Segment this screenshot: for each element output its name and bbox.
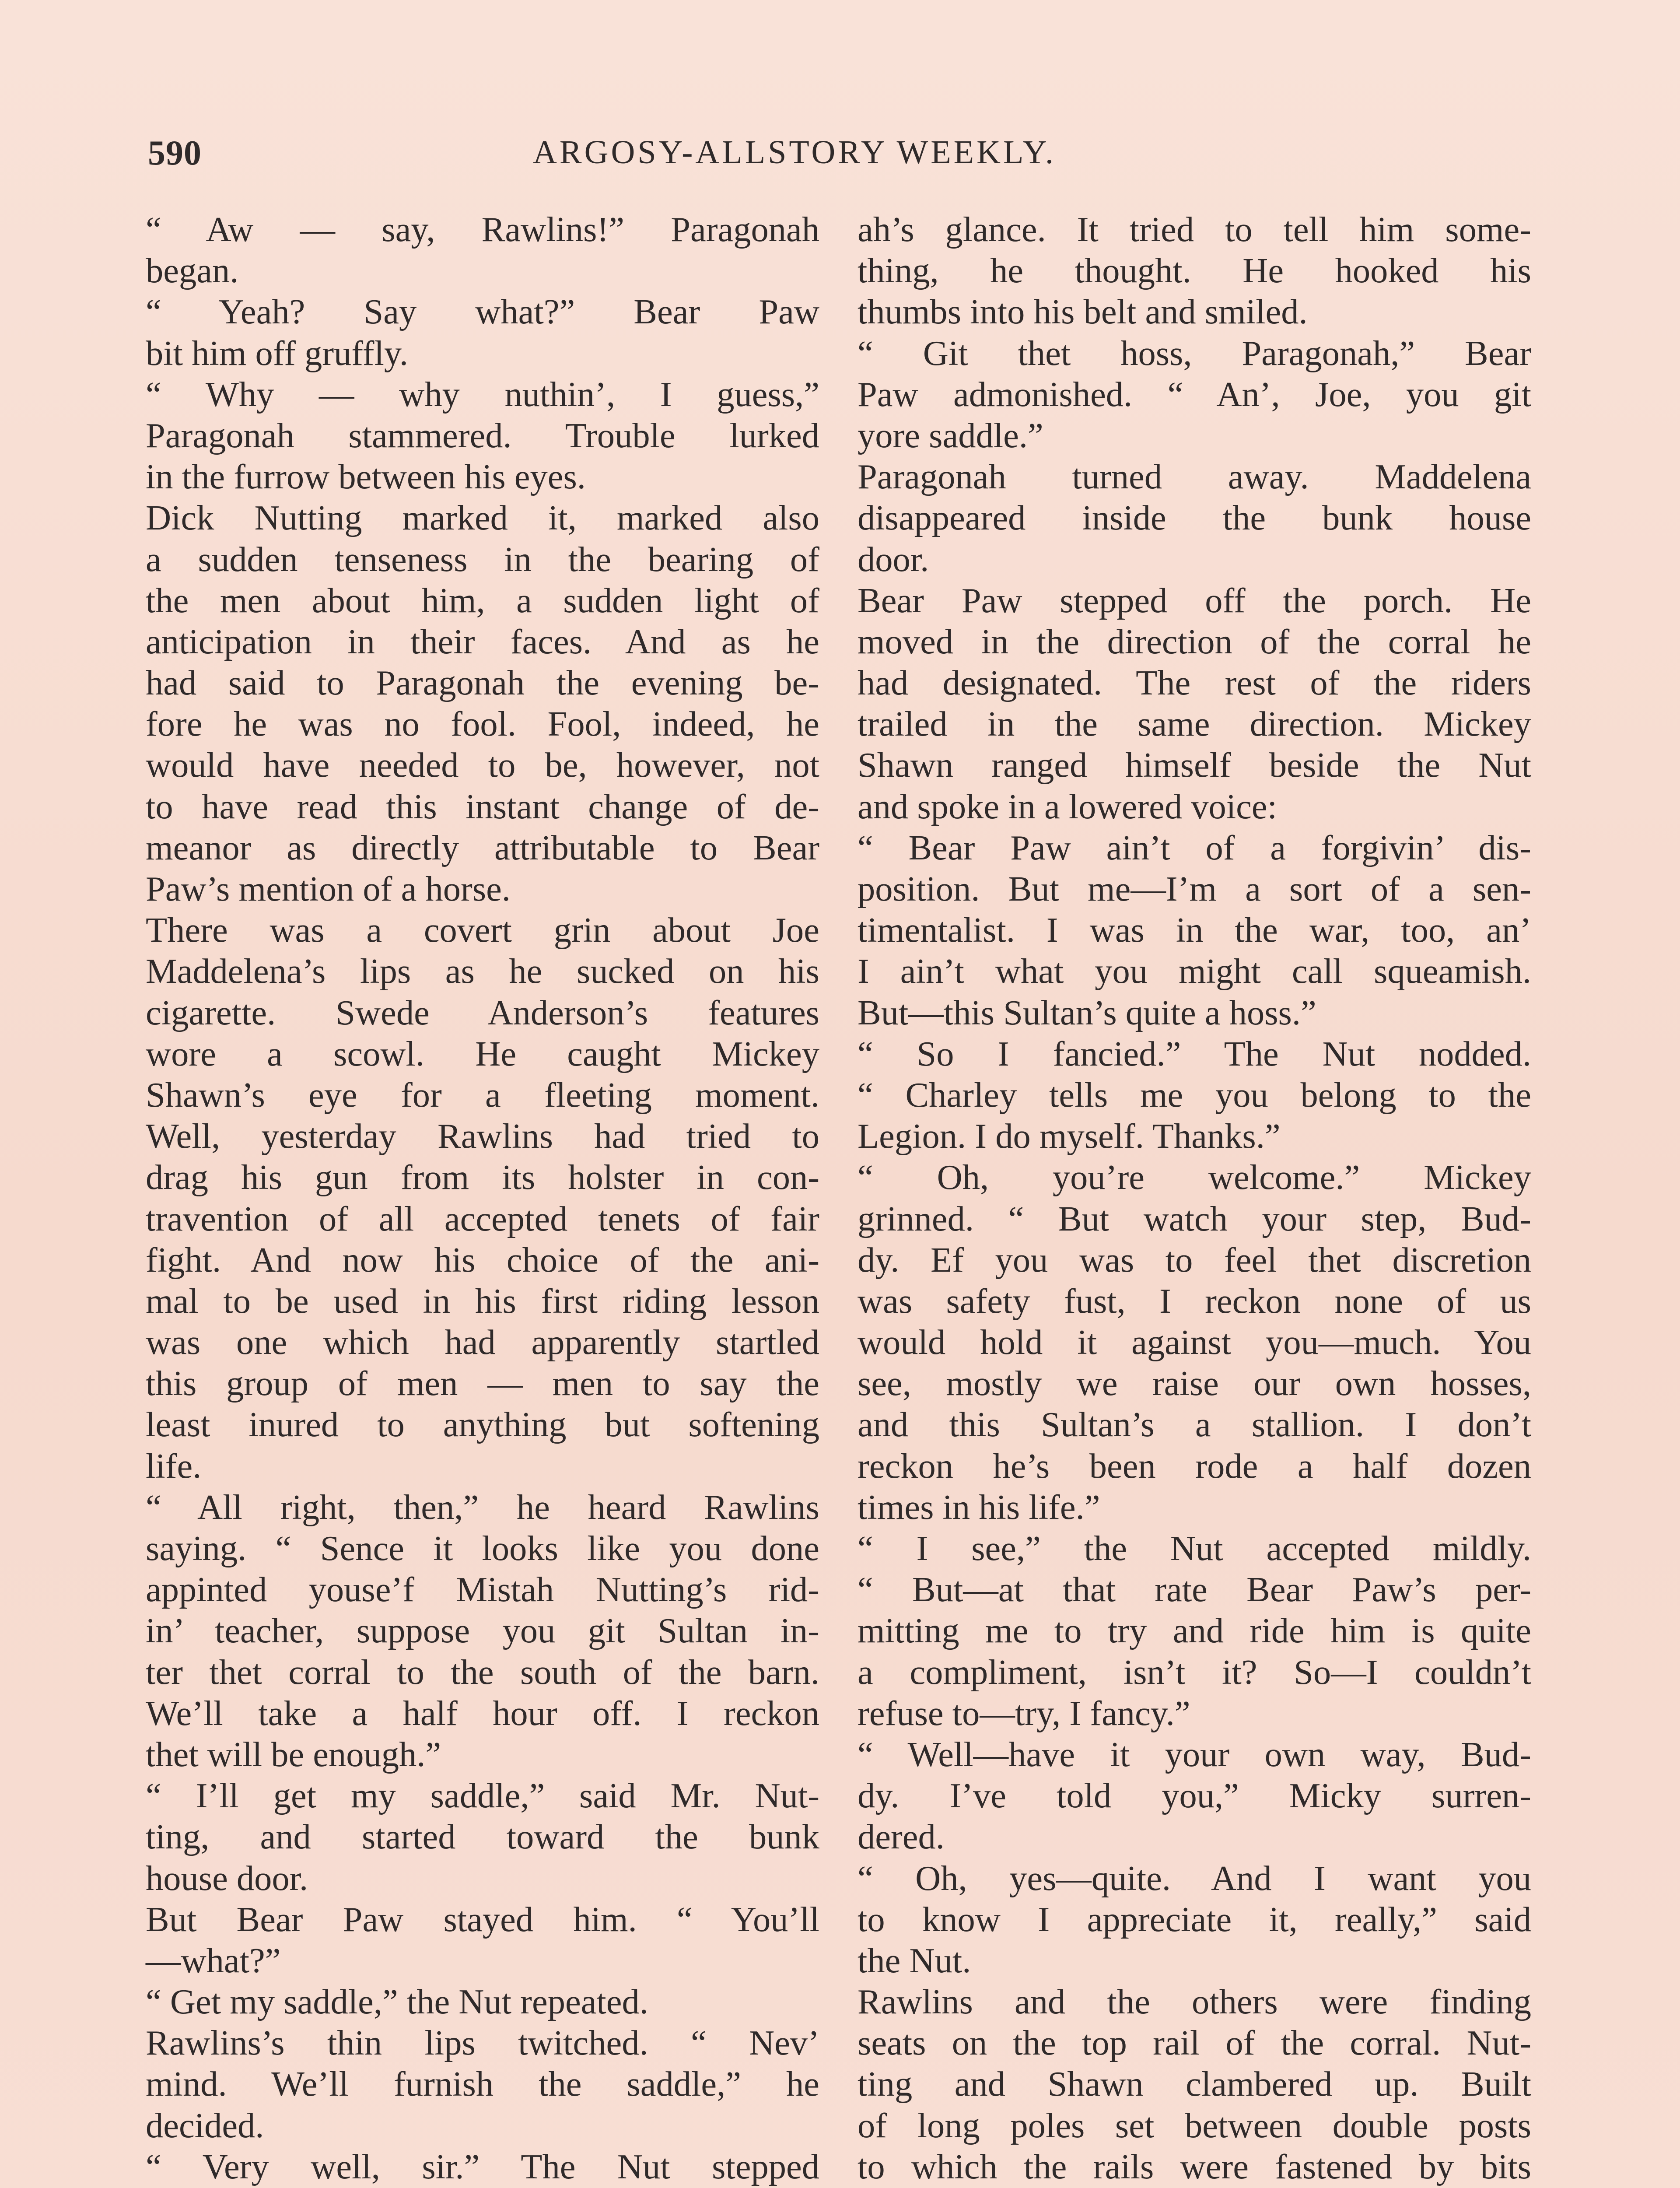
text-line: Shawn ranged himself beside the Nut [858, 746, 1531, 785]
text-line: “ I’ll get my saddle,” said Mr. Nut- [146, 1776, 819, 1816]
text-line: a compliment, isn’t it? So—I couldn’t [858, 1652, 1531, 1692]
text-line: Dick Nutting marked it, marked also [146, 498, 819, 538]
text-line: “ Well—have it your own way, Bud- [858, 1735, 1531, 1774]
text-line: to have read this instant change of de- [146, 787, 819, 826]
text-line: had designated. The rest of the riders [858, 663, 1531, 703]
text-line: “ Charley tells me you belong to the [858, 1075, 1531, 1115]
text-line: house door. [146, 1858, 308, 1898]
text-line: and this Sultan’s a stallion. I don’t [858, 1405, 1531, 1445]
page-number: 590 [148, 134, 202, 172]
text-line: grinned. “ But watch your step, Bud- [858, 1199, 1531, 1238]
text-line: Maddelena’s lips as he sucked on his [146, 952, 819, 991]
text-line: bit him off gruffly. [146, 333, 408, 373]
text-line: was one which had apparently startled [146, 1323, 819, 1362]
text-line: thet will be enough.” [146, 1735, 441, 1774]
text-line: Well, yesterday Rawlins had tried to [146, 1117, 819, 1156]
text-line: “ So I fancied.” The Nut nodded. [858, 1034, 1531, 1073]
text-line: would have needed to be, however, not [146, 746, 819, 785]
text-line: life. [146, 1446, 202, 1486]
text-line: Paragonah turned away. Maddelena [858, 457, 1531, 497]
text-line: “ Bear Paw ain’t of a forgivin’ dis- [858, 828, 1531, 867]
text-line: thumbs into his belt and smiled. [858, 292, 1308, 332]
text-line: “ Very well, sir.” The Nut stepped [146, 2147, 819, 2186]
text-line: dered. [858, 1817, 945, 1857]
text-line: and spoke in a lowered voice: [858, 787, 1277, 826]
text-line: Paw admonished. “ An’, Joe, you git [858, 375, 1531, 414]
text-line: mal to be used in his first riding lesson [146, 1281, 819, 1321]
text-line: But Bear Paw stayed him. “ You’ll [146, 1900, 819, 1939]
text-line: decided. [146, 2106, 264, 2145]
text-line: meanor as directly attributable to Bear [146, 828, 819, 867]
text-line: began. [146, 251, 239, 291]
text-line: “ Oh, you’re welcome.” Mickey [858, 1158, 1531, 1197]
text-line: “ Why — why nuthin’, I guess,” [146, 375, 819, 414]
text-line: in the furrow between his eyes. [146, 457, 586, 497]
text-line: appinted youse’f Mistah Nutting’s rid- [146, 1570, 819, 1609]
text-line: I ain’t what you might call squeamish. [858, 952, 1531, 991]
text-line: Bear Paw stepped off the porch. He [858, 581, 1531, 620]
text-line: ting and Shawn clambered up. Built [858, 2065, 1531, 2104]
text-line: We’ll take a half hour off. I reckon [146, 1694, 819, 1733]
text-line: saying. “ Sence it looks like you done [146, 1529, 819, 1568]
text-line: timentalist. I was in the war, too, an’ [858, 911, 1531, 950]
text-line: “ Oh, yes—quite. And I want you [858, 1858, 1531, 1898]
page-header [148, 133, 1535, 177]
text-line: position. But me—I’m a sort of a sen- [858, 870, 1531, 908]
text-line: a sudden tenseness in the bearing of [146, 540, 819, 579]
text-line: fight. And now his choice of the ani- [146, 1240, 819, 1280]
text-line: “ Yeah? Say what?” Bear Paw [146, 292, 819, 332]
text-line: ah’s glance. It tried to tell him some- [858, 210, 1531, 249]
text-line: was safety fust, I reckon none of us [858, 1281, 1531, 1321]
text-line: refuse to—try, I fancy.” [858, 1694, 1190, 1733]
text-line: see, mostly we raise our own hosses, [858, 1364, 1531, 1403]
text-line: moved in the direction of the corral he [858, 622, 1531, 661]
text-line: seats on the top rail of the corral. Nut- [858, 2023, 1531, 2063]
text-line: mind. We’ll furnish the saddle,” he [146, 2065, 819, 2104]
running-head: ARGOSY-ALLSTORY WEEKLY. [533, 134, 1056, 171]
text-line: the Nut. [858, 1941, 971, 1980]
text-line: There was a covert grin about Joe [146, 911, 819, 950]
text-line: disappeared inside the bunk house [858, 498, 1531, 538]
text-line: anticipation in their faces. And as he [146, 622, 819, 661]
text-line: ter thet corral to the south of the barn. [146, 1652, 819, 1692]
text-line: “ I see,” the Nut accepted mildly. [858, 1529, 1531, 1568]
text-line: drag his gun from its holster in con- [146, 1158, 819, 1197]
text-line: dy. Ef you was to feel thet discretion [858, 1240, 1531, 1280]
text-line: fore he was no fool. Fool, indeed, he [146, 705, 819, 744]
text-line: Paragonah stammered. Trouble lurked [146, 416, 819, 455]
text-line: would hold it against you—much. You [858, 1323, 1531, 1362]
text-line: Rawlins’s thin lips twitched. “ Nev’ [146, 2023, 819, 2063]
text-line: trailed in the same direction. Mickey [858, 705, 1531, 744]
text-line: “ Aw — say, Rawlins!” Paragonah [146, 210, 819, 249]
text-line: “ Git thet hoss, Paragonah,” Bear [858, 333, 1531, 373]
text-line: cigarette. Swede Anderson’s features [146, 993, 819, 1032]
text-line: Rawlins and the others were finding [858, 1982, 1531, 2022]
text-line: mitting me to try and ride him is quite [858, 1611, 1531, 1651]
text-line: Paw’s mention of a horse. [146, 870, 511, 908]
text-line: —what?” [146, 1941, 281, 1980]
text-line: Shawn’s eye for a fleeting moment. [146, 1075, 819, 1115]
text-line: dy. I’ve told you,” Micky surren- [858, 1776, 1531, 1816]
right-text-column [858, 209, 1531, 2188]
text-line: Legion. I do myself. Thanks.” [858, 1117, 1281, 1156]
text-line: in’ teacher, suppose you git Sultan in- [146, 1611, 819, 1651]
text-line: to know I appreciate it, really,” said [858, 1900, 1531, 1939]
text-line: door. [858, 540, 929, 579]
text-line: ting, and started toward the bunk [146, 1817, 819, 1857]
text-line: times in his life.” [858, 1487, 1100, 1527]
text-line: this group of men — men to say the [146, 1364, 819, 1403]
text-line: least inured to anything but softening [146, 1405, 819, 1445]
text-line: “ But—at that rate Bear Paw’s per- [858, 1570, 1531, 1609]
text-line: “ Get my saddle,” the Nut repeated. [146, 1982, 648, 2022]
text-line: “ All right, then,” he heard Rawlins [146, 1487, 819, 1527]
text-line: reckon he’s been rode a half dozen [858, 1446, 1531, 1486]
text-line: yore saddle.” [858, 416, 1043, 455]
text-line: wore a scowl. He caught Mickey [146, 1034, 819, 1073]
text-line: thing, he thought. He hooked his [858, 251, 1531, 291]
text-line: had said to Paragonah the evening be- [146, 663, 819, 703]
left-text-column [146, 209, 819, 2188]
text-line: But—this Sultan’s quite a hoss.” [858, 993, 1316, 1032]
text-line: to which the rails were fastened by bits [858, 2147, 1531, 2186]
text-line: travention of all accepted tenets of fair [146, 1199, 819, 1238]
text-line: the men about him, a sudden light of [146, 581, 819, 620]
text-line: of long poles set between double posts [858, 2106, 1531, 2145]
